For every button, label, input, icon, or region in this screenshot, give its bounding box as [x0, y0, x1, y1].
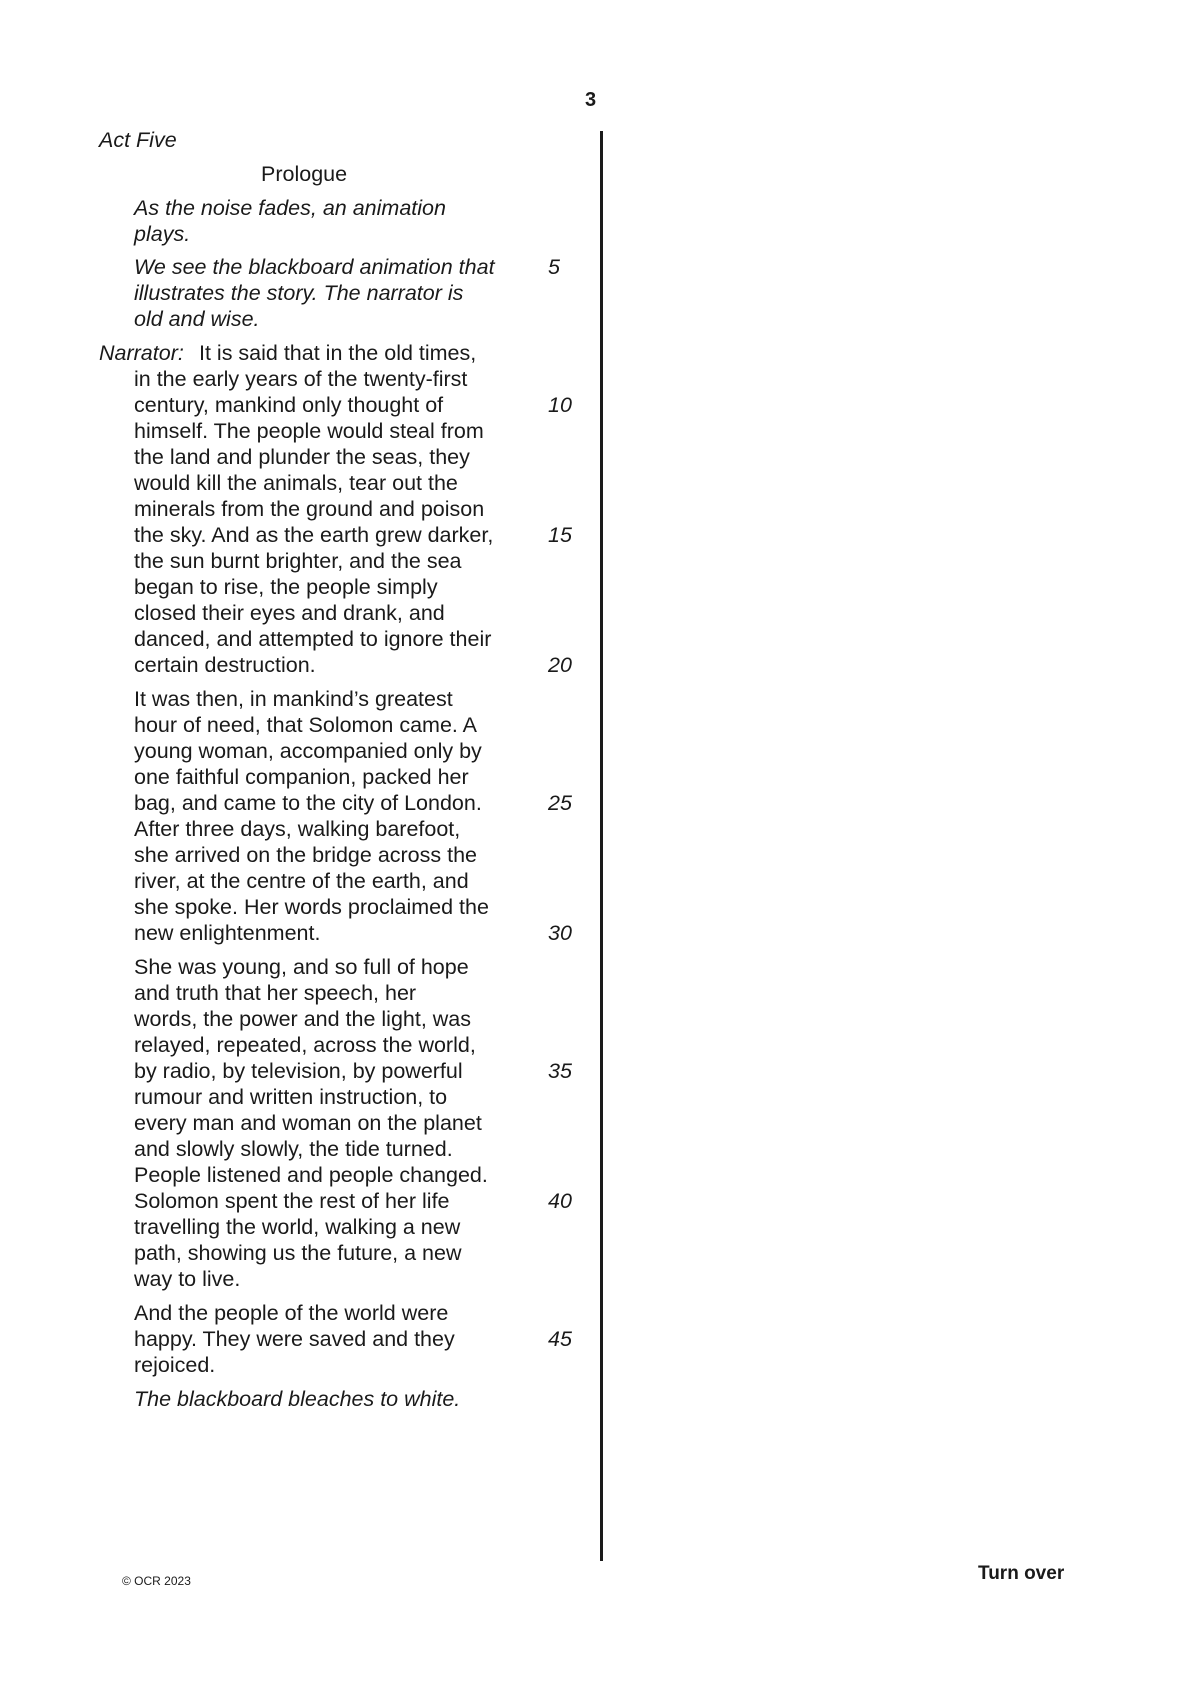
- dialogue-line: young woman, accompanied only by: [134, 739, 482, 763]
- dialogue-line: After three days, walking barefoot,: [134, 817, 461, 841]
- dialogue-line: century, mankind only thought of: [134, 393, 444, 417]
- dialogue-line: It is said that in the old times,: [199, 341, 477, 365]
- dialogue-line: closed their eyes and drank, and: [134, 601, 445, 625]
- scene-heading: Prologue: [261, 162, 348, 186]
- dialogue-line: and slowly slowly, the tide turned.: [134, 1137, 453, 1161]
- dialogue-line: path, showing us the future, a new: [134, 1241, 462, 1265]
- stage-direction-line: illustrates the story. The narrator is: [134, 281, 464, 305]
- dialogue-line: new enlightenment.: [134, 921, 321, 945]
- dialogue-line: relayed, repeated, across the world,: [134, 1033, 476, 1057]
- dialogue-line: by radio, by television, by powerful: [134, 1059, 463, 1083]
- line-number: 30: [548, 921, 572, 945]
- dialogue-line: certain destruction.: [134, 653, 316, 677]
- dialogue-line: minerals from the ground and poison: [134, 497, 485, 521]
- dialogue-line: rumour and written instruction, to: [134, 1085, 448, 1109]
- copyright-notice: © OCR 2023: [122, 1574, 191, 1588]
- dialogue-line: the land and plunder the seas, they: [134, 445, 470, 469]
- dialogue-line: danced, and attempted to ignore their: [134, 627, 492, 651]
- dialogue-line: rejoiced.: [134, 1353, 216, 1377]
- line-number: 35: [548, 1059, 572, 1083]
- dialogue-line: bag, and came to the city of London.: [134, 791, 482, 815]
- dialogue-line: one faithful companion, packed her: [134, 765, 469, 789]
- line-number: 5: [548, 255, 560, 279]
- dialogue-line: in the early years of the twenty-first: [134, 367, 468, 391]
- dialogue-line: It was then, in mankind’s greatest: [134, 687, 453, 711]
- dialogue-line: himself. The people would steal from: [134, 419, 484, 443]
- dialogue-line: words, the power and the light, was: [134, 1007, 472, 1031]
- page-number: 3: [585, 89, 597, 111]
- dialogue-line: she arrived on the bridge across the: [134, 843, 478, 867]
- dialogue-line: People listened and people changed.: [134, 1163, 488, 1187]
- line-number: 45: [548, 1327, 572, 1351]
- dialogue-line: way to live.: [134, 1267, 241, 1291]
- dialogue-line: the sun burnt brighter, and the sea: [134, 549, 462, 573]
- line-number: 20: [548, 653, 572, 677]
- stage-direction-line: We see the blackboard animation that: [134, 255, 495, 279]
- dialogue-line: She was young, and so full of hope: [134, 955, 469, 979]
- dialogue-line: hour of need, that Solomon came. A: [134, 713, 478, 737]
- dialogue-line: river, at the centre of the earth, and: [134, 869, 469, 893]
- stage-direction-line: plays.: [134, 222, 191, 246]
- dialogue-line: she spoke. Her words proclaimed the: [134, 895, 489, 919]
- turn-over-label: Turn over: [978, 1563, 1065, 1584]
- stage-direction-line: As the noise fades, an animation: [134, 196, 446, 220]
- dialogue-line: the sky. And as the earth grew darker,: [134, 523, 494, 547]
- stage-direction-line: The blackboard bleaches to white.: [134, 1387, 461, 1411]
- line-number: 40: [548, 1189, 572, 1213]
- line-number: 10: [548, 393, 572, 417]
- dialogue-line: began to rise, the people simply: [134, 575, 438, 599]
- dialogue-line: happy. They were saved and they: [134, 1327, 455, 1351]
- speaker-label: Narrator:: [99, 341, 184, 365]
- stage-direction-line: old and wise.: [134, 307, 260, 331]
- margin-rule: [600, 131, 603, 1561]
- dialogue-line: would kill the animals, tear out the: [134, 471, 458, 495]
- dialogue-line: and truth that her speech, her: [134, 981, 417, 1005]
- dialogue-line: every man and woman on the planet: [134, 1111, 482, 1135]
- line-number: 15: [548, 523, 572, 547]
- dialogue-line: travelling the world, walking a new: [134, 1215, 461, 1239]
- act-heading: Act Five: [99, 128, 177, 152]
- dialogue-line: And the people of the world were: [134, 1301, 449, 1325]
- dialogue-line: Solomon spent the rest of her life: [134, 1189, 450, 1213]
- line-number: 25: [548, 791, 572, 815]
